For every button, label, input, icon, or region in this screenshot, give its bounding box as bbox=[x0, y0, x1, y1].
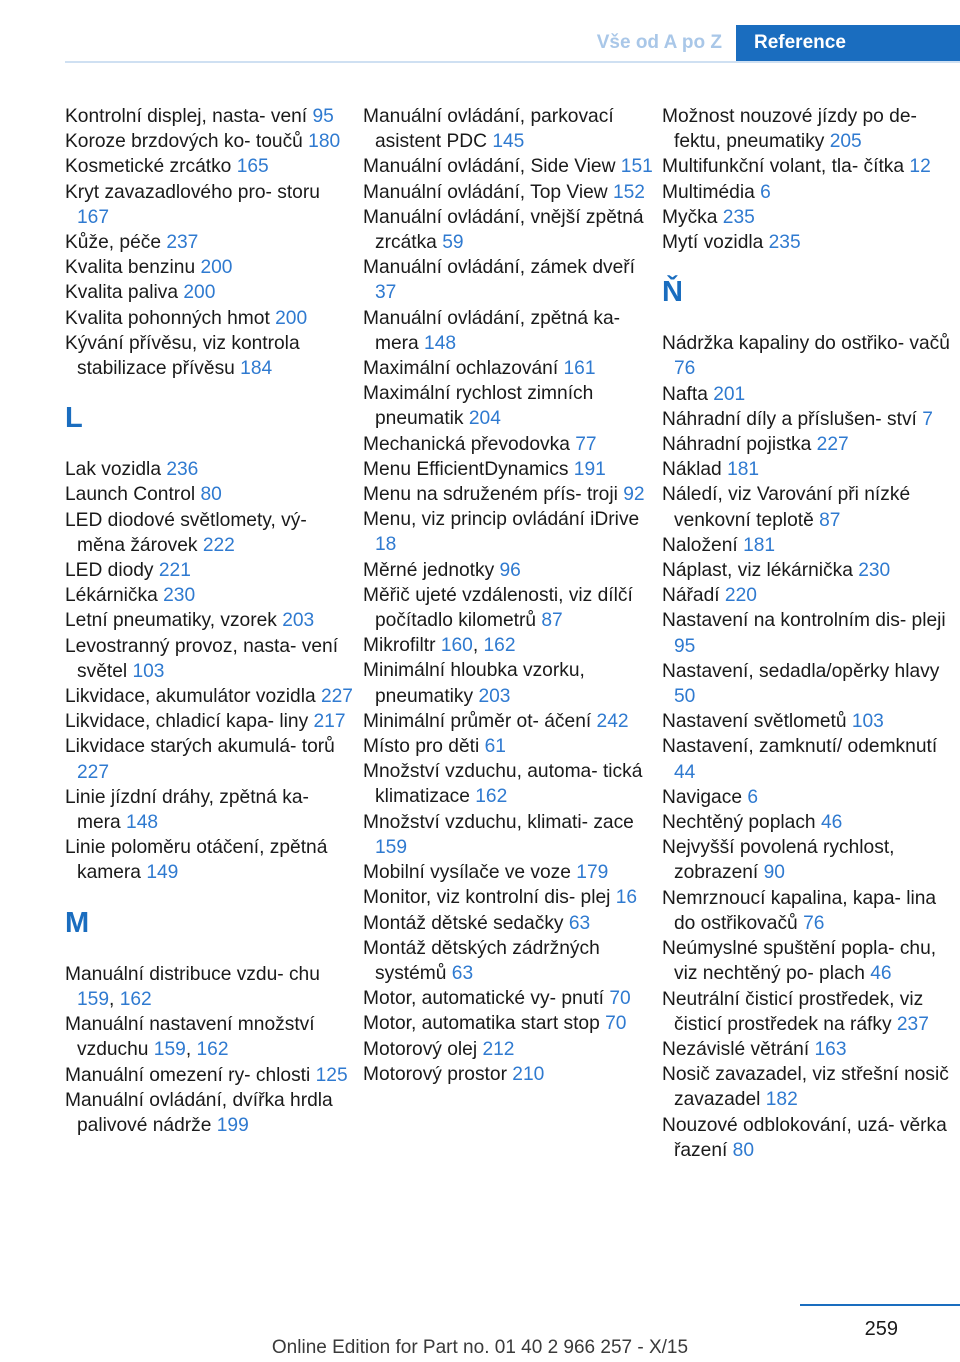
page-reference-link[interactable]: 46 bbox=[870, 963, 892, 985]
index-entry-text: Možnost nouzové jízdy po de‐ fektu, pneumatiky bbox=[662, 106, 917, 153]
index-entry bbox=[363, 885, 653, 910]
page-reference-link[interactable]: 162 bbox=[475, 786, 508, 808]
index-entry bbox=[363, 180, 653, 205]
index-entry bbox=[662, 382, 952, 407]
page-reference-link[interactable]: 191 bbox=[573, 458, 606, 480]
index-entry bbox=[662, 1062, 952, 1112]
index-entry bbox=[363, 356, 653, 381]
index-entry bbox=[662, 104, 952, 154]
index-entry bbox=[363, 734, 653, 759]
page-reference-link[interactable]: 145 bbox=[492, 131, 525, 153]
page-reference-link[interactable]: 217 bbox=[313, 711, 346, 733]
index-entry-text: Likvidace, chladicí kapa‐ liny bbox=[65, 711, 314, 733]
index-entry bbox=[65, 734, 355, 784]
index-entry-text: Kontrolní displej, nasta‐ vení bbox=[65, 106, 313, 127]
page-reference-link[interactable]: 87 bbox=[541, 610, 563, 632]
index-entry-text: Multifunkční volant, tla‐ čítka bbox=[662, 156, 910, 178]
index-entry-text: Neutrální čisticí prostředek, viz čisticí prostředek na ráfky bbox=[662, 988, 924, 1035]
index-entry-text: LED diodové světlomety, vý‐ měna žárovek bbox=[65, 509, 307, 556]
index-entry bbox=[662, 709, 952, 734]
index-entry bbox=[65, 835, 355, 885]
page-reference-link[interactable]: 16 bbox=[615, 887, 638, 909]
section-label: Vše od A po Z bbox=[596, 32, 722, 53]
page-reference-link[interactable]: 200 bbox=[275, 307, 308, 329]
index-entry-text: Menu EfficientDynamics bbox=[363, 458, 574, 480]
index-entry-text: Lékárnička bbox=[65, 585, 164, 607]
page-reference-link[interactable]: 236 bbox=[166, 459, 199, 481]
index-entry bbox=[65, 129, 355, 154]
page-reference-link[interactable]: 165 bbox=[236, 156, 269, 178]
page-reference-link[interactable]: 87 bbox=[819, 509, 841, 531]
page-reference-link[interactable]: 159 bbox=[153, 1039, 186, 1061]
index-entry bbox=[65, 962, 355, 1012]
page-header bbox=[65, 25, 960, 61]
index-entry-text: Nouzové odblokování, uzá‐ věrka řazení bbox=[662, 1114, 947, 1161]
index-entry bbox=[65, 306, 355, 331]
index-entry-text: Manuální ovládání, Top View bbox=[363, 181, 613, 203]
page-reference-link[interactable]: 63 bbox=[568, 912, 591, 934]
index-entry-text: Myčka bbox=[662, 206, 723, 228]
page-reference-link[interactable]: 77 bbox=[575, 433, 597, 455]
index-entry bbox=[65, 482, 355, 507]
index-entry bbox=[65, 583, 355, 608]
index-entry bbox=[363, 432, 653, 457]
index-entry-text: Nádržka kapaliny do ostřiko‐ vačů bbox=[662, 333, 950, 355]
page-reference-link[interactable]: 37 bbox=[375, 282, 397, 304]
index-entry bbox=[65, 508, 355, 558]
page-reference-link[interactable]: 76 bbox=[674, 358, 696, 380]
page-reference-link[interactable]: 210 bbox=[512, 1063, 545, 1085]
index-entry bbox=[65, 1012, 355, 1062]
page-reference-link[interactable]: 163 bbox=[814, 1038, 847, 1060]
index-entry-text: Launch Control bbox=[65, 484, 201, 506]
page-reference-link[interactable]: 180 bbox=[308, 131, 341, 153]
page-reference-link[interactable]: 161 bbox=[563, 358, 596, 380]
index-entry-text: Manuální omezení ry‐ chlosti bbox=[65, 1064, 316, 1086]
index-entry-text: Menu, viz princip ovládání iDrive bbox=[363, 509, 640, 531]
page-reference-link[interactable]: 179 bbox=[576, 862, 609, 884]
page-reference-link[interactable]: 237 bbox=[166, 232, 199, 254]
page-reference-link[interactable]: 181 bbox=[727, 459, 760, 481]
index-entry bbox=[363, 633, 653, 658]
index-entry bbox=[363, 558, 653, 583]
index-entry-text: Motorový prostor bbox=[363, 1063, 513, 1085]
index-column-2 bbox=[363, 104, 653, 1087]
index-entry bbox=[65, 230, 355, 255]
index-entry-text: Naložení bbox=[662, 534, 744, 556]
index-entry-text: Maximální rychlost zimních pneumatik bbox=[363, 383, 594, 430]
page-reference-link[interactable]: 103 bbox=[132, 660, 165, 682]
page-reference-link[interactable]: 235 bbox=[722, 206, 755, 228]
index-entry-text: Kůže, péče bbox=[65, 232, 167, 254]
index-entry bbox=[363, 759, 653, 809]
page-reference-link[interactable]: 70 bbox=[609, 988, 631, 1010]
page-reference-link[interactable]: 76 bbox=[803, 912, 825, 934]
page-reference-link[interactable]: 237 bbox=[896, 1013, 929, 1035]
page-reference-link[interactable]: 203 bbox=[478, 685, 511, 707]
index-entry-text: Místo pro děti bbox=[363, 736, 485, 758]
index-entry-text: Kosmetické zrcátko bbox=[65, 156, 237, 178]
page-ref-separator: , bbox=[109, 988, 120, 1010]
index-entry bbox=[363, 306, 653, 356]
page-reference-link[interactable]: 46 bbox=[820, 812, 843, 834]
index-entry bbox=[65, 104, 355, 129]
index-entry-text: Náhradní díly a příslušen‐ ství bbox=[662, 408, 923, 430]
index-entry bbox=[65, 684, 355, 709]
index-entry-text: LED diody bbox=[65, 560, 159, 582]
edition-note: Online Edition for Part no. 01 40 2 966 257 - X/15 bbox=[271, 1337, 689, 1358]
page-reference-link[interactable]: 162 bbox=[119, 988, 152, 1010]
index-entry bbox=[662, 432, 952, 457]
index-entry-text: Lak vozidla bbox=[65, 459, 167, 481]
index-entry bbox=[65, 634, 355, 684]
index-entry-text: Nechtěný poplach bbox=[662, 812, 821, 834]
index-entry-text: Monitor, viz kontrolní dis‐ plej bbox=[363, 887, 616, 909]
page-reference-link[interactable]: 103 bbox=[851, 711, 884, 733]
index-entry-text: Motorový olej bbox=[363, 1038, 483, 1060]
index-entry bbox=[65, 180, 355, 230]
page-reference-link[interactable]: 222 bbox=[202, 534, 235, 556]
index-entry-text: Nastavení světlometů bbox=[662, 711, 852, 733]
index-entry bbox=[363, 205, 653, 255]
index-entry-text: Montáž dětské sedačky bbox=[363, 912, 569, 934]
page-reference-link[interactable]: 80 bbox=[200, 484, 222, 506]
index-entry-text: Náhradní pojistka bbox=[662, 434, 817, 456]
page-reference-link[interactable]: 151 bbox=[620, 156, 653, 178]
index-entry-text: Nářadí bbox=[662, 585, 725, 607]
page-reference-link[interactable]: 7 bbox=[922, 408, 933, 430]
index-entry bbox=[363, 381, 653, 431]
index-entry-text: Minimální hloubka vzorku, pneumatiky bbox=[363, 660, 585, 707]
page-reference-link[interactable]: 167 bbox=[77, 206, 110, 228]
page-reference-link[interactable]: 220 bbox=[724, 585, 757, 607]
index-letter-heading: Ň bbox=[662, 276, 683, 309]
index-entry-text: Linie poloměru otáčení, zpětná kamera bbox=[65, 837, 328, 884]
index-entry-text: Nafta bbox=[662, 383, 714, 405]
page-reference-link[interactable]: 160 bbox=[440, 635, 473, 657]
index-entry bbox=[662, 583, 952, 608]
page-reference-link[interactable]: 95 bbox=[312, 106, 334, 127]
index-entry-text: Multimédia bbox=[662, 181, 761, 203]
index-entry bbox=[363, 658, 653, 708]
index-entry-text: Nezávislé větrání bbox=[662, 1038, 815, 1060]
page-reference-link[interactable]: 80 bbox=[732, 1139, 755, 1161]
index-entry-text: Manuální ovládání, zpětná ka‐ mera bbox=[363, 307, 621, 354]
index-entry bbox=[662, 407, 952, 432]
page-reference-link[interactable]: 181 bbox=[743, 534, 776, 556]
page-reference-link[interactable]: 227 bbox=[320, 686, 353, 708]
index-entry-text: Menu na sdruženém pŕís‐ troji bbox=[363, 484, 624, 506]
page-reference-link[interactable]: 63 bbox=[451, 962, 474, 984]
index-entry-text: Kvalita paliva bbox=[65, 282, 184, 304]
index-entry-text: Montáž dětských zádržných systémů bbox=[363, 937, 600, 984]
index-entry-text: Letní pneumatiky, vzorek bbox=[65, 610, 283, 632]
page-reference-link[interactable]: 162 bbox=[196, 1039, 229, 1061]
index-entry-text: Manuální distribuce vzdu‐ chu bbox=[65, 963, 320, 985]
index-entry-text: Mikrofiltr bbox=[363, 635, 441, 657]
page-reference-link[interactable]: 200 bbox=[183, 282, 216, 304]
index-entry bbox=[363, 104, 653, 154]
index-entry bbox=[363, 457, 653, 482]
index-entry-text: Mobilní vysílače ve voze bbox=[363, 862, 577, 884]
index-entry-text: Levostranný provoz, nasta‐ vení světel bbox=[65, 635, 339, 682]
index-entry bbox=[65, 457, 355, 482]
index-entry bbox=[662, 558, 952, 583]
index-entry-text: Neúmyslné spuštění popla‐ chu, viz nechtěný po‐ plach bbox=[662, 938, 937, 985]
index-entry bbox=[65, 331, 355, 381]
page-reference-link[interactable]: 12 bbox=[909, 156, 931, 178]
page-reference-link[interactable]: 149 bbox=[146, 862, 179, 884]
index-entry-text: Kvalita pohonných hmot bbox=[65, 307, 276, 329]
page-ref-separator: , bbox=[472, 635, 484, 657]
index-entry bbox=[65, 280, 355, 305]
index-entry-text: Manuální nastavení množství vzduchu bbox=[65, 1014, 315, 1061]
index-entry bbox=[662, 482, 952, 532]
index-entry bbox=[363, 255, 653, 305]
index-entry-text: Likvidace starých akumulá‐ torů bbox=[65, 736, 335, 758]
page-reference-link[interactable]: 184 bbox=[240, 358, 273, 380]
index-entry-text: Manuální ovládání, zámek dveří bbox=[363, 257, 635, 279]
page-reference-link[interactable]: 227 bbox=[816, 434, 849, 456]
page-reference-link[interactable]: 95 bbox=[674, 635, 696, 657]
index-entry-text: Nastavení, zamknutí/ odemknutí bbox=[662, 736, 938, 758]
index-entry bbox=[363, 507, 653, 557]
page-reference-link[interactable]: 199 bbox=[216, 1114, 249, 1136]
index-entry bbox=[65, 154, 355, 179]
index-entry bbox=[65, 709, 355, 734]
page-reference-link[interactable]: 6 bbox=[760, 181, 771, 203]
index-entry bbox=[363, 154, 653, 179]
page-reference-link[interactable]: 70 bbox=[605, 1013, 627, 1035]
index-entry bbox=[662, 230, 952, 255]
header-divider bbox=[65, 61, 960, 63]
page-reference-link[interactable]: 44 bbox=[674, 761, 696, 783]
index-entry-text: Mechanická převodovka bbox=[363, 433, 576, 455]
index-entry bbox=[662, 936, 952, 986]
index-entry bbox=[65, 1088, 355, 1138]
index-entry bbox=[363, 482, 653, 507]
index-entry-text: Manuální ovládání, vnější zpětná zrcátka bbox=[363, 206, 644, 254]
page-reference-link[interactable]: 235 bbox=[768, 232, 801, 254]
index-entry-text: Náplast, viz lékárnička bbox=[662, 560, 859, 582]
index-entry-text: Náledí, viz Varování při nízké venkovní teplotě bbox=[662, 484, 911, 531]
index-entry bbox=[363, 709, 653, 734]
page-reference-link[interactable]: 125 bbox=[315, 1064, 348, 1086]
index-entry-text: Množství vzduchu, klimati‐ zace bbox=[363, 811, 634, 833]
page-reference-link[interactable]: 242 bbox=[596, 710, 629, 732]
index-entry bbox=[662, 734, 952, 784]
index-entry bbox=[363, 860, 653, 885]
page-reference-link[interactable]: 148 bbox=[424, 332, 457, 354]
index-entry bbox=[662, 608, 952, 658]
index-entry bbox=[662, 457, 952, 482]
page-reference-link[interactable]: 148 bbox=[126, 812, 159, 834]
index-entry bbox=[363, 810, 653, 860]
index-entry-text: Měrné jednotky bbox=[363, 559, 500, 581]
index-entry bbox=[662, 331, 952, 381]
index-entry-text: Motor, automatické vy‐ pnutí bbox=[363, 988, 610, 1010]
index-entry bbox=[363, 986, 653, 1011]
index-entry bbox=[662, 810, 952, 835]
index-entry bbox=[662, 205, 952, 230]
index-entry-text: Manuální ovládání, parkovací asistent PDC bbox=[363, 106, 614, 153]
index-column-3 bbox=[662, 104, 952, 1163]
index-entry-text: Kývání přívěsu, viz kontrola stabilizace přívěsu bbox=[65, 332, 300, 380]
index-entry-text: Koroze brzdových ko‐ toučů bbox=[65, 131, 309, 153]
page-reference-link[interactable]: 230 bbox=[163, 585, 196, 607]
index-entry-text: Minimální průměr ot‐ áčení bbox=[363, 710, 597, 732]
page-reference-link[interactable]: 96 bbox=[499, 559, 521, 581]
page-reference-link[interactable]: 162 bbox=[483, 635, 516, 657]
index-entry bbox=[363, 1011, 653, 1036]
page-reference-link[interactable]: 152 bbox=[612, 181, 645, 203]
index-entry-text: Mytí vozidla bbox=[662, 232, 769, 254]
page-reference-link[interactable]: 90 bbox=[763, 862, 785, 884]
page-reference-link[interactable]: 221 bbox=[158, 560, 191, 582]
index-entry bbox=[662, 1037, 952, 1062]
index-entry-text: Nosič zavazadel, viz střešní nosič zavazadel bbox=[662, 1064, 949, 1111]
index-letter-heading: L bbox=[65, 402, 83, 435]
page-reference-link[interactable]: 203 bbox=[282, 610, 315, 632]
index-entry-text: Množství vzduchu, automa‐ tická klimatizace bbox=[363, 761, 643, 808]
index-entry-text: Motor, automatika start stop bbox=[363, 1013, 606, 1035]
page-reference-link[interactable]: 50 bbox=[674, 686, 696, 708]
page-reference-link[interactable]: 59 bbox=[442, 232, 464, 254]
index-entry bbox=[662, 785, 952, 810]
index-entry bbox=[662, 835, 952, 885]
page-reference-link[interactable]: 61 bbox=[484, 736, 506, 758]
index-entry bbox=[662, 987, 952, 1037]
index-entry-text: Manuální ovládání, Side View bbox=[363, 156, 621, 178]
page-reference-link[interactable]: 204 bbox=[468, 408, 501, 430]
page-reference-link[interactable]: 182 bbox=[765, 1089, 798, 1111]
index-entry bbox=[662, 180, 952, 205]
index-entry bbox=[363, 1062, 653, 1087]
index-entry-text: Kvalita benzinu bbox=[65, 257, 201, 279]
page-reference-link[interactable]: 201 bbox=[713, 383, 746, 405]
index-entry bbox=[65, 255, 355, 280]
index-entry bbox=[65, 785, 355, 835]
page-reference-link[interactable]: 159 bbox=[77, 988, 110, 1010]
index-column-1 bbox=[65, 104, 355, 1138]
index-entry bbox=[65, 558, 355, 583]
reference-tab: Reference bbox=[736, 25, 960, 61]
index-entry bbox=[65, 1063, 355, 1088]
page-reference-link[interactable]: 92 bbox=[623, 484, 645, 506]
index-entry bbox=[662, 1113, 952, 1163]
index-entry-text: Měřič ujeté vzdálenosti, viz dílčí počítadlo kilometrů bbox=[363, 584, 633, 632]
index-entry-text: Náklad bbox=[662, 459, 728, 481]
index-entry-text: Nastavení na kontrolním dis‐ pleji bbox=[662, 610, 946, 632]
index-entry bbox=[363, 583, 653, 633]
index-entry bbox=[65, 608, 355, 633]
index-letter-heading: M bbox=[65, 906, 90, 939]
index-entry-text: Nastavení, sedadla/opěrky hlavy bbox=[662, 660, 940, 682]
page-number: 259 bbox=[864, 1318, 898, 1340]
page-reference-link[interactable]: 18 bbox=[375, 534, 397, 556]
index-entry-text: Kryt zavazadlového pro‐ storu bbox=[65, 181, 320, 203]
index-entry bbox=[662, 659, 952, 709]
index-entry-text: Manuální ovládání, dvířka hrdla palivové nádrže bbox=[65, 1089, 333, 1136]
index-entry bbox=[662, 886, 952, 936]
page-reference-link[interactable]: 200 bbox=[200, 257, 233, 279]
page-reference-link[interactable]: 212 bbox=[482, 1038, 515, 1060]
index-entry-text: Nejvyšší povolená rychlost, zobrazení bbox=[662, 837, 895, 884]
page-ref-separator: , bbox=[185, 1039, 197, 1061]
page-reference-link[interactable]: 230 bbox=[858, 560, 891, 582]
index-entry bbox=[363, 1037, 653, 1062]
index-entry-text: Nemrznoucí kapalina, kapa‐ lina do ostřikovačů bbox=[662, 887, 937, 934]
index-entry bbox=[662, 154, 952, 179]
page-reference-link[interactable]: 159 bbox=[375, 836, 408, 858]
page-reference-link[interactable]: 227 bbox=[77, 761, 110, 783]
index-entry-text: Linie jízdní dráhy, zpětná ka‐ mera bbox=[65, 786, 309, 834]
index-entry bbox=[662, 533, 952, 558]
page-reference-link[interactable]: 205 bbox=[829, 131, 862, 153]
index-entry bbox=[363, 936, 653, 986]
page-reference-link[interactable]: 6 bbox=[747, 786, 758, 808]
index-entry-text: Maximální ochlazování bbox=[363, 358, 564, 380]
footer-divider bbox=[800, 1304, 960, 1306]
index-entry-text: Navigace bbox=[662, 786, 748, 808]
index-entry bbox=[363, 911, 653, 936]
index-entry-text: Likvidace, akumulátor vozidla bbox=[65, 686, 321, 708]
